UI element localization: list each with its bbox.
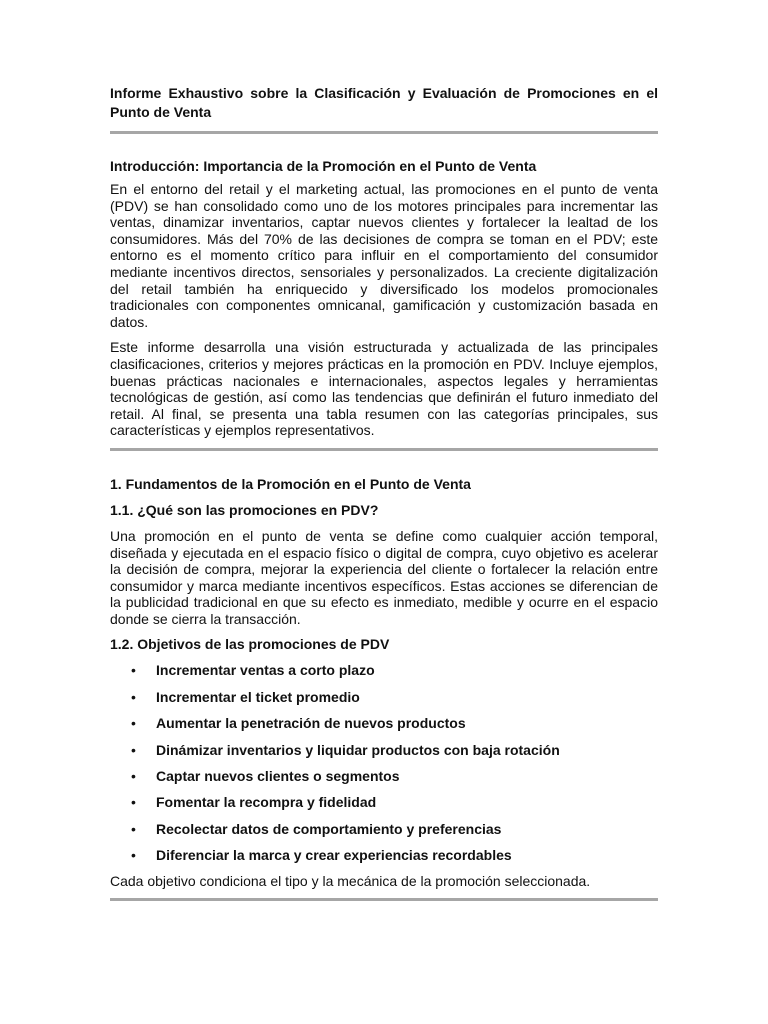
subsection-1-1-heading: 1.1. ¿Qué son las promociones en PDV? [110, 501, 379, 518]
list-item-text: Incrementar ventas a corto plazo [156, 662, 375, 679]
list-item [110, 661, 658, 679]
list-item-text: Recolectar datos de comportamiento y preferencias [156, 820, 502, 837]
list-item-text: Diferenciar la marca y crear experiencias recordables [156, 847, 512, 864]
list-item [110, 741, 658, 759]
list-item [110, 820, 658, 838]
list-item-text: Fomentar la recompra y fidelidad [156, 794, 377, 811]
subsection-1-2-heading: 1.2. Objetivos de las promociones de PDV [110, 636, 390, 653]
section-divider [110, 448, 658, 451]
objectives-closing: Cada objetivo condiciona el tipo y la mecánica de la promoción seleccionada. [110, 872, 591, 889]
bullet-icon: • [131, 741, 136, 758]
intro-paragraph-2: Este informe desarrolla una visión estructurada y actualizada de las principales clasificaciones, criterios y mejores prácticas en la promoción en PDV. Incluye ejemplos, buenas prácticas nacionales e internacionales, aspectos legales y herramientas tecnológicas de gestión, así como las tendencias que definirán el futuro inmediato del retail. Al final, se presenta una tabla resumen con las categorías principales, sus características y ejemplos representativos. [110, 339, 658, 439]
subsection-1-1-paragraph: Una promoción en el punto de venta se define como cualquier acción temporal, diseñada y ejecutada en el espacio físico o digital de compra, cuyo objetivo es acelerar la decisión de compra, mejorar la experiencia del cliente o fortalecer la relación entre consumidor y marca mediante incentivos específicos. Estas acciones se diferencian de la publicidad tradicional en que su efecto es inmediato, medible y ocurre en el espacio donde se cierra la transacción. [110, 527, 658, 627]
bullet-icon: • [131, 688, 136, 705]
list-item-text: Dinámizar inventarios y liquidar productos con baja rotación [156, 741, 560, 758]
section-1-heading: 1. Fundamentos de la Promoción en el Punto de Venta [110, 475, 471, 492]
list-item [110, 688, 658, 706]
bullet-icon: • [131, 768, 136, 785]
list-item [110, 846, 658, 864]
list-item [110, 714, 658, 732]
bullet-icon: • [131, 715, 136, 732]
list-item-text: Incrementar el ticket promedio [156, 688, 360, 705]
bullet-icon: • [131, 820, 136, 837]
section-divider [110, 898, 658, 901]
list-item-text: Captar nuevos clientes o segmentos [156, 768, 400, 785]
bullet-icon: • [131, 847, 136, 864]
list-item [110, 767, 658, 785]
section-divider [110, 131, 658, 134]
intro-paragraph-1: En el entorno del retail y el marketing actual, las promociones en el punto de venta (PDV) se han consolidado como uno de los motores principales para incrementar las ventas, dinamizar inventarios, captar nuevos clientes y fortalecer la lealtad de los consumidores. Más del 70% de las decisiones de compra se toman en el PDV; este entorno es el momento crítico para influir en el comportamiento del consumidor mediante incentivos directos, sensoriales y personalizados. La creciente digitalización del retail también ha enriquecido y diversificado los modelos promocionales tradicionales con componentes omnicanal, gamificación y customización basada en datos. [110, 181, 658, 330]
bullet-icon: • [131, 662, 136, 679]
document-title: Informe Exhaustivo sobre la Clasificación y Evaluación de Promociones en el Punto de Venta [110, 85, 658, 120]
intro-heading: Introducción: Importancia de la Promoción en el Punto de Venta [110, 158, 537, 174]
objectives-list [110, 661, 658, 864]
list-item-text: Aumentar la penetración de nuevos productos [156, 715, 466, 732]
list-item [110, 793, 658, 811]
bullet-icon: • [131, 794, 136, 811]
